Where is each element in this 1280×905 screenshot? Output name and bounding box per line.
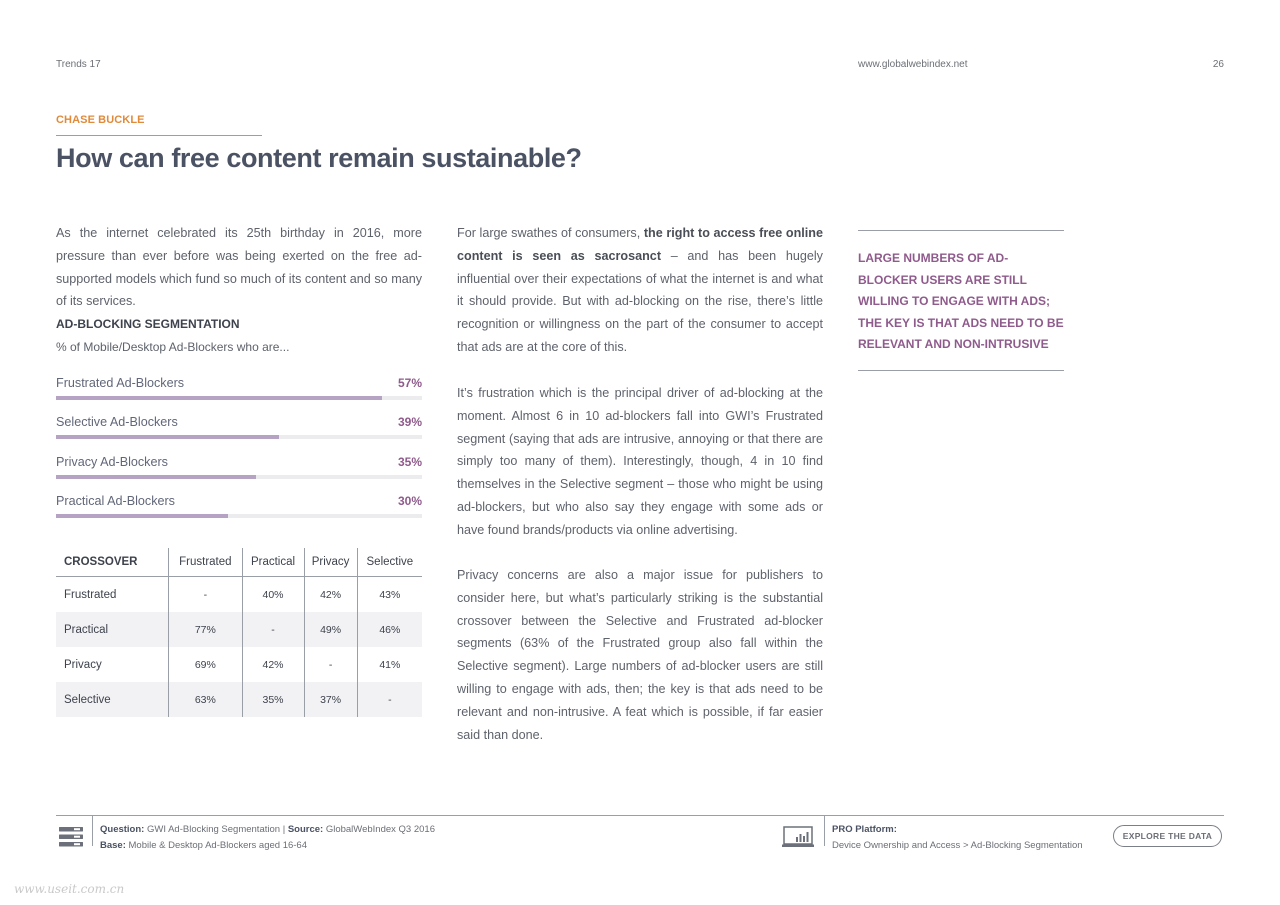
bar-label: Privacy Ad-Blockers — [56, 455, 168, 469]
website-url[interactable]: www.globalwebindex.net — [858, 59, 968, 70]
footer-line-1 — [100, 822, 435, 838]
pull-quote: LARGE NUMBERS OF AD-BLOCKER USERS ARE STILL WILLING TO ENGAGE WITH ADS; THE KEY IS THAT ADS NEED TO BE RELEVANT AND NON-INTRUSIVE — [858, 251, 1064, 351]
table-cell: 43% — [357, 577, 422, 613]
column-header: Frustrated — [169, 548, 242, 577]
pro-platform-link[interactable]: Device Ownership and Access > Ad-Blocking Segmentation — [832, 840, 1083, 851]
author-divider — [56, 135, 262, 136]
bar-value: 57% — [397, 376, 422, 390]
bar-row-privacy — [56, 455, 422, 479]
base-label: Base: — [100, 840, 126, 851]
quote-rule-top — [858, 230, 1064, 231]
table-row — [56, 612, 422, 647]
row-header: Privacy — [64, 658, 102, 671]
row-header: Practical — [56, 612, 169, 647]
table-cell: 42% — [242, 647, 304, 682]
body-paragraph-1 — [457, 222, 823, 359]
source-label: Source: — [287, 824, 324, 835]
table-cell: - — [242, 612, 304, 647]
bar-fill — [56, 514, 228, 518]
row-header: Frustrated — [64, 588, 117, 601]
segmentation-title: AD-BLOCKING SEGMENTATION — [56, 317, 240, 331]
watermark: www.useit.com.cn — [14, 882, 125, 896]
row-header: Selective — [56, 682, 169, 717]
bar-row-selective — [56, 415, 422, 439]
bar-label: Practical Ad-Blockers — [56, 494, 175, 508]
column-header: CROSSOVER — [56, 548, 169, 577]
table-row — [56, 647, 422, 682]
body-text: For large swathes of consumers, — [457, 226, 644, 240]
column-header: Privacy — [304, 548, 357, 577]
bar-label: Selective Ad-Blockers — [56, 415, 178, 429]
bar-row-practical — [56, 494, 422, 518]
bar-track — [56, 435, 422, 439]
report-name: Trends 17 — [56, 59, 101, 70]
crossover-table — [56, 548, 422, 717]
body-paragraph-3: Privacy concerns are also a major issue for publishers to consider here, but what’s particularly striking is the substantial crossover between the Selective and Frustrated ad-blocker segments (63% of the Frustrated group also fall within the Selective segment). Large numbers of ad-blocker users are still willing to engage with ads, then; the key is that ads need to be relevant and non-intrusive. A feat which is possible, if far easier said than done. — [457, 568, 823, 742]
table-cell: - — [304, 647, 357, 682]
footer-line-2 — [100, 838, 435, 854]
bar-value: 35% — [397, 455, 422, 469]
page-title: How can free content remain sustainable? — [56, 143, 582, 173]
bar-track — [56, 475, 422, 479]
bar-fill — [56, 435, 279, 439]
table-cell: 37% — [304, 682, 357, 717]
table-row — [56, 577, 422, 613]
column-header: Practical — [242, 548, 304, 577]
column-header: Selective — [357, 548, 422, 577]
bar-fill — [56, 396, 382, 400]
footer-divider — [56, 815, 1224, 816]
pro-platform-label: PRO Platform: — [832, 824, 897, 835]
footer-question-source — [100, 822, 435, 854]
body-emphasis: the right to access free online content is seen as sacrosanct — [457, 226, 823, 263]
table-cell: 35% — [242, 682, 304, 717]
bar-track — [56, 514, 422, 518]
table-cell: - — [169, 577, 242, 613]
bar-track — [56, 396, 422, 400]
table-cell: 77% — [169, 612, 242, 647]
segmentation-subtitle: % of Mobile/Desktop Ad-Blockers who are... — [56, 340, 290, 354]
page-number: 26 — [1212, 59, 1224, 70]
question-label: Question: — [100, 824, 145, 835]
table-cell: - — [357, 682, 422, 717]
source-text: GlobalWebIndex Q3 2016 — [325, 824, 435, 835]
body-paragraph-2: It’s frustration which is the principal driver of ad-blocking at the moment. Almost 6 in 10 ad-blockers fall into GWI’s Frustrated segment (saying that ads are intrusive, annoying or that there are simply too many of them). Interestingly, though, 4 in 10 find themselves in the Selective segment – those who might be using ad-blockers, but who also say they engage with some ads or have found brands/products via online advertising. — [457, 386, 823, 537]
bar-fill — [56, 475, 256, 479]
bar-row-frustrated — [56, 376, 422, 400]
separator: | — [282, 824, 286, 835]
bar-value: 39% — [397, 415, 422, 429]
bar-label: Frustrated Ad-Blockers — [56, 376, 185, 390]
table-cell: 46% — [357, 612, 422, 647]
footer-vertical-divider — [92, 816, 93, 846]
footer-vertical-divider — [824, 816, 825, 846]
base-text: Mobile & Desktop Ad-Blockers aged 16-64 — [128, 840, 308, 851]
table-cell: 49% — [304, 612, 357, 647]
stacked-bars-icon — [59, 827, 83, 847]
intro-paragraph: As the internet celebrated its 25th birthday in 2016, more pressure than ever before was being exerted on the free ad-supported models which fund so much of its content and so many of its services. — [56, 226, 422, 309]
table-cell: 69% — [169, 647, 242, 682]
table-cell: 41% — [357, 647, 422, 682]
table-row — [56, 682, 422, 717]
explore-data-button[interactable]: EXPLORE THE DATA — [1113, 825, 1222, 847]
author-name: CHASE BUCKLE — [56, 114, 145, 126]
table-cell: 40% — [242, 577, 304, 613]
bar-chart-screen-icon — [782, 826, 814, 848]
footer-pro-platform — [832, 822, 1083, 854]
bar-value: 30% — [397, 494, 422, 508]
table-cell: 42% — [304, 577, 357, 613]
table-header-row — [56, 548, 422, 577]
body-text: – and has been hugely influential over their expectations of what the internet is and what it should provide. But with ad-blocking on the rise, there’s little recognition or willingness on the part of the consumer to accept that ads are at the core of this. — [457, 248, 823, 354]
question-text: GWI Ad-Blocking Segmentation — [146, 824, 281, 835]
quote-rule-bottom — [858, 370, 1064, 371]
table-cell: 63% — [169, 682, 242, 717]
